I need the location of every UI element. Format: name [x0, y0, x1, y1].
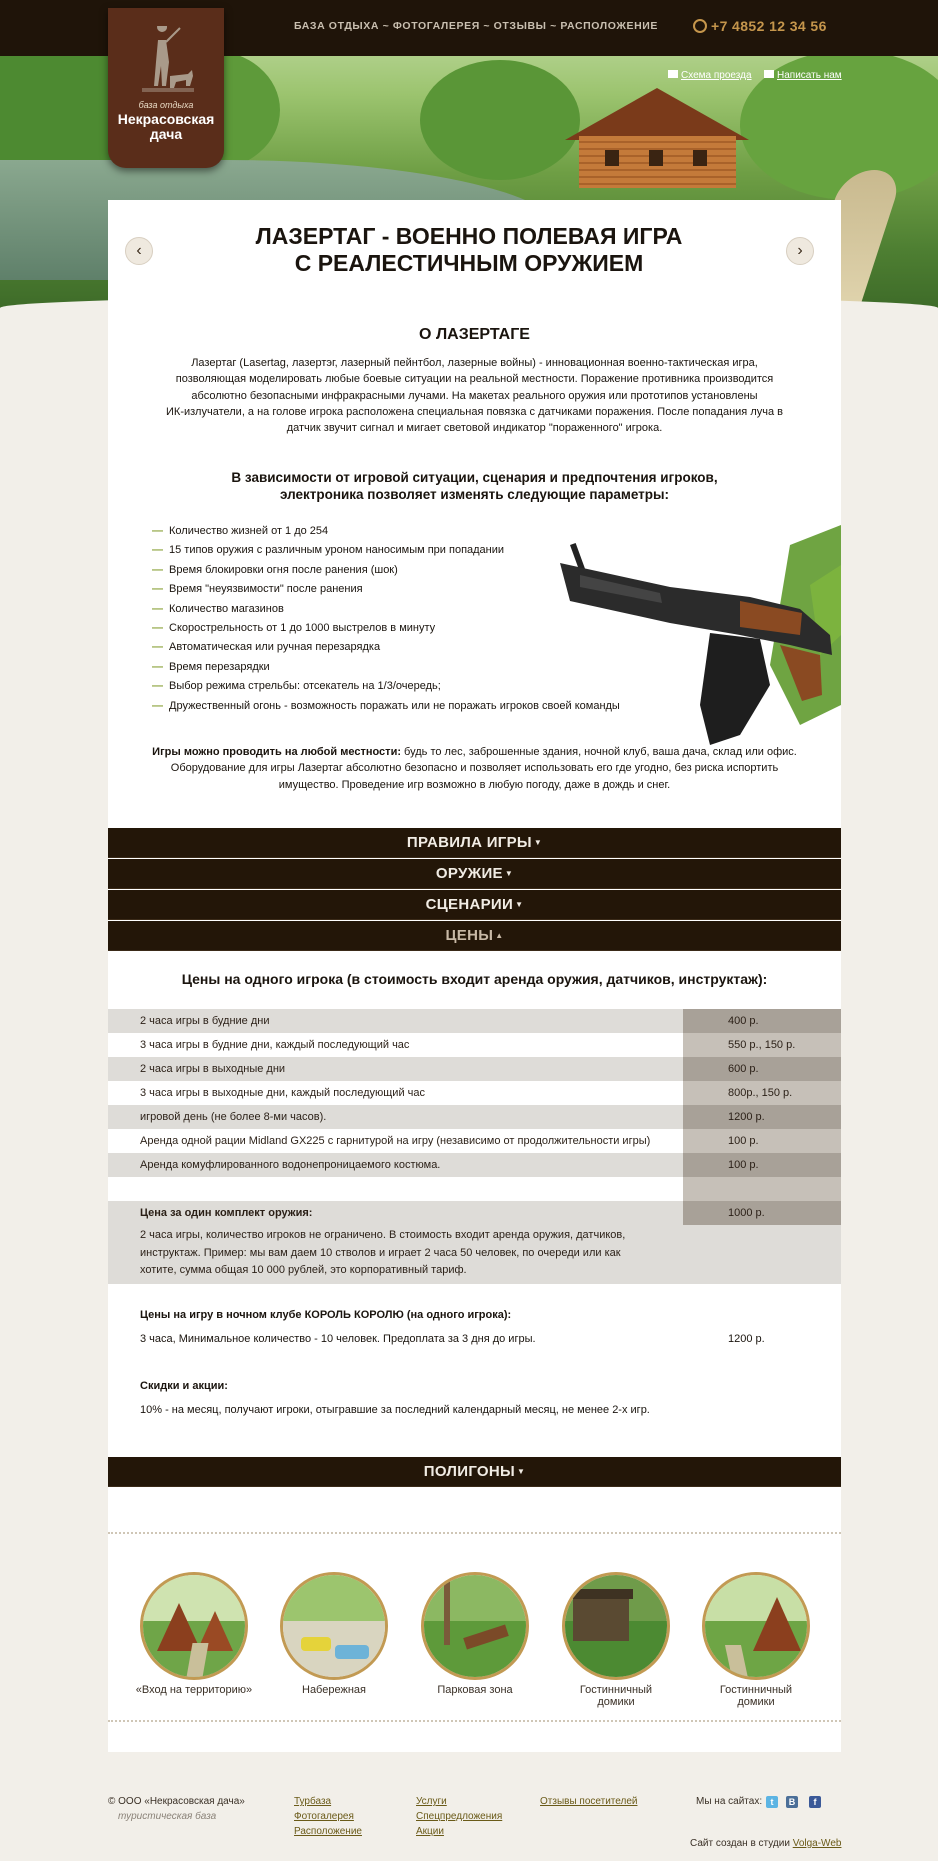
table-row [108, 1033, 841, 1057]
caption-line: домики [737, 1696, 775, 1708]
gallery-thumb[interactable] [562, 1572, 670, 1680]
accordion-label: ЦЕНЫ [445, 927, 494, 944]
price-label: 3 часа игры в выходные дни, каждый последующий час [140, 1087, 425, 1099]
caret-down-icon: ▼ [504, 869, 514, 878]
main-nav [294, 20, 658, 32]
kit-label: Цена за один комплект оружия: [140, 1207, 313, 1219]
accordion-scenarios[interactable] [108, 890, 841, 920]
about-line: ИК-излучатели, а на голове игрока расположена специальная повязка с датчиками поражения. После попадания луча в [166, 405, 783, 418]
about-title: О ЛАЗЕРТАГЕ [419, 326, 530, 343]
params-title-line2: электроника позволяет изменять следующие параметры: [279, 487, 670, 502]
phone-icon [693, 19, 707, 33]
studio-link[interactable]: Volga-Web [792, 1838, 842, 1849]
about-text [108, 355, 841, 436]
kit-value: 1000 р. [683, 1201, 841, 1225]
write-link[interactable] [764, 70, 842, 81]
place-bold: Игры можно проводить на любой местности: [152, 746, 401, 758]
table-row [108, 1105, 841, 1129]
accordion-prices[interactable] [108, 921, 841, 951]
caret-down-icon: ▼ [533, 838, 543, 847]
accordion-rules[interactable] [108, 828, 841, 858]
gallery-thumb[interactable] [421, 1572, 529, 1680]
price-label: 2 часа игры в будние дни [140, 1015, 270, 1027]
gallery-caption [686, 1684, 826, 1708]
list-item: — Время блокировки огня после ранения (шок) [152, 561, 620, 580]
kit-desc-line: инструктаж. Пример: мы вам даем 10 стволов и играет 2 часа 50 человек, по очереди или как [140, 1246, 621, 1259]
accordion-polygons[interactable] [108, 1457, 841, 1487]
mail-icon [764, 70, 774, 78]
gallery-caption [124, 1684, 264, 1696]
accordion-label: ПРАВИЛА ИГРЫ [406, 834, 532, 851]
kit-desc-line: 2 часа игры, количество игроков не ограничено. В стоимость входит аренда оружия, датчиков, [140, 1229, 626, 1241]
accordion-label: ОРУЖИЕ [435, 865, 503, 882]
list-item: — Время "неуязвимости" после ранения [152, 580, 620, 599]
club-price: 1200 р. [728, 1333, 765, 1345]
list-item: — Дружественный огонь - возможность поражать или не поражать игроков своей команды [152, 697, 620, 716]
next-arrow-button[interactable]: › [786, 237, 814, 265]
about-line: Лазертаг (Lasertag, лазертэг, лазерный пейнтбол, лазерные войны) - инновационная военно-тактическая игра, [191, 357, 758, 369]
logo-title [108, 112, 224, 142]
caret-down-icon: ▼ [517, 1467, 526, 1476]
made-by [690, 1838, 841, 1849]
twitter-icon[interactable]: t [766, 1796, 778, 1808]
prices-title: Цены на одного игрока (в стоимость входит аренда оружия, датчиков, инструктаж): [181, 971, 768, 987]
caption-line: Гостинничный [579, 1684, 653, 1696]
list-item: — Количество магазинов [152, 600, 620, 619]
table-row [108, 1081, 841, 1105]
list-item: — Выбор режима стрельбы: отсекатель на 1/3/очередь; [152, 677, 620, 696]
facebook-icon[interactable]: f [809, 1796, 821, 1808]
tree-shape [420, 60, 580, 180]
caption-line: «Вход на территорию» [135, 1684, 253, 1696]
club-title: Цены на игру в ночном клубе КОРОЛЬ КОРОЛЮ (на одного игрока): [140, 1309, 512, 1321]
caption-line: Гостинничный [719, 1684, 793, 1696]
nav-item-base[interactable]: БАЗА ОТДЫХА [294, 20, 380, 32]
price-label: 3 часа игры в будние дни, каждый последующий час [140, 1039, 410, 1051]
price-label: 2 часа игры в выходные дни [140, 1063, 286, 1075]
discount-text: 10% - на месяц, получают игроки, отыгравшие за последний календарный месяц, не менее 2-х игр. [140, 1404, 650, 1416]
footer-link-services[interactable]: Услуги [416, 1796, 447, 1807]
write-link-label: Написать нам [777, 70, 842, 81]
list-item: — Время перезарядки [152, 658, 620, 677]
place-text [108, 744, 841, 793]
price-label: Аренда одной рации Midland GX225 с гарнитурой на игру (независимо от продолжительности игры) [140, 1135, 651, 1147]
price-value: 800р., 150 р. [683, 1081, 841, 1105]
gallery-thumb[interactable] [140, 1572, 248, 1680]
place-line3: имущество. Проведение игр возможно в любую погоду, даже в дождь и снег. [278, 778, 671, 791]
nav-separator: ~ [382, 20, 390, 32]
made-by-label: Сайт создан в студии [690, 1838, 790, 1849]
price-label: Аренда комуфлированного водонепроницаемого костюма. [140, 1159, 441, 1171]
caret-up-icon: ▲ [495, 931, 504, 940]
list-item: — Автоматическая или ручная перезарядка [152, 638, 620, 657]
footer-link-gallery[interactable]: Фотогалерея [294, 1811, 354, 1822]
map-link[interactable] [668, 70, 752, 81]
gallery-caption [264, 1684, 404, 1696]
map-link-label: Схема проезда [681, 70, 752, 81]
table-row [108, 1129, 841, 1153]
about-line: датчик звучит сигнал и мигает световой индикатор "пораженного" игрока. [286, 422, 663, 435]
hunter-icon [136, 26, 196, 98]
log-house [565, 88, 750, 184]
price-value: 100 р. [683, 1153, 841, 1177]
vk-icon[interactable]: В [786, 1796, 798, 1808]
about-line: абсолютно безопасными инфракрасными лучами. На макетах реального оружия или прототипов установлены [191, 389, 758, 402]
price-value-empty [683, 1177, 841, 1201]
rifle-image [540, 505, 841, 749]
params-title-line1: В зависимости от игровой ситуации, сценария и предпочтения игроков, [231, 470, 718, 485]
page-title-line2: С РЕАЛЕСТИЧНЫМ ОРУЖИЕМ [294, 250, 644, 276]
nav-separator: ~ [550, 20, 557, 32]
logo-tagline: база отдыха [138, 100, 194, 110]
footer-link-promos[interactable]: Акции [416, 1826, 444, 1837]
phone-number[interactable] [693, 18, 827, 34]
page-title [0, 223, 938, 277]
caption-line: Парковая зона [437, 1684, 513, 1696]
footer-link-offers[interactable]: Спецпредложения [416, 1811, 503, 1822]
kit-desc [140, 1227, 625, 1280]
social-label: Мы на сайтах: [696, 1796, 763, 1807]
about-line: позволяющая моделировать любые боевые ситуации на реальной местности. Поражение противника производится [175, 373, 774, 386]
nav-item-reviews[interactable]: ОТЗЫВЫ [493, 20, 547, 32]
kit-desc-line: хотите, сумма общая 10 000 рублей, это корпоративный тариф. [140, 1264, 467, 1276]
divider [108, 1532, 841, 1536]
nav-item-location[interactable]: РАСПОЛОЖЕНИЕ [560, 20, 659, 32]
logo-title-line2: дача [149, 126, 183, 142]
price-value: 400 р. [683, 1009, 841, 1033]
place-line1: будь то лес, заброшенные здания, ночной клуб, ваша дача, склад или офис. [401, 746, 797, 758]
price-value: 550 р., 150 р. [683, 1033, 841, 1057]
footer-tagline: туристическая база [118, 1811, 217, 1822]
caption-line: домики [597, 1696, 635, 1708]
caption-line: Набережная [302, 1684, 366, 1696]
price-value: 600 р. [683, 1057, 841, 1081]
place-line2: Оборудование для игры Лазертаг абсолютно безопасно и позволяет использовать его где угодно, без риска испортить [170, 762, 779, 775]
footer-link-turbaza[interactable]: Турбаза [294, 1796, 332, 1807]
accordion-label: ПОЛИГОНЫ [423, 1463, 516, 1480]
logo-title-line1: Некрасовская [117, 111, 215, 127]
footer-link-location[interactable]: Расположение [294, 1826, 362, 1837]
price-value: 100 р. [683, 1129, 841, 1153]
gallery-thumb[interactable] [280, 1572, 388, 1680]
copyright: © ООО «Некрасовская дача» [108, 1796, 245, 1807]
table-row [108, 1153, 841, 1177]
table-row [108, 1009, 841, 1033]
site-logo[interactable] [108, 8, 224, 168]
phone-text: +7 4852 12 34 56 [711, 18, 827, 34]
table-row [108, 1057, 841, 1081]
nav-separator: ~ [483, 20, 491, 32]
table-row [108, 1201, 841, 1225]
gallery-thumb[interactable] [702, 1572, 810, 1680]
table-row-spacer [108, 1177, 841, 1201]
list-item: — Скорострельность от 1 до 1000 выстрелов в минуту [152, 619, 620, 638]
price-value: 1200 р. [683, 1105, 841, 1129]
accordion-label: СЦЕНАРИИ [425, 896, 514, 913]
divider [108, 1720, 841, 1724]
gallery-caption [546, 1684, 686, 1708]
club-text: 3 часа, Минимальное количество - 10 человек. Предоплата за 3 дня до игры. [140, 1333, 536, 1345]
caret-down-icon: ▼ [515, 900, 524, 909]
kit-desc-row [108, 1225, 841, 1284]
page-title-line1: ЛАЗЕРТАГ - ВОЕННО ПОЛЕВАЯ ИГРА [255, 223, 683, 249]
map-icon [668, 70, 678, 78]
list-item: — 15 типов оружия с различным уроном наносимым при попадании [152, 541, 620, 560]
discount-title: Скидки и акции: [140, 1380, 228, 1392]
prev-arrow-button[interactable]: ‹ [125, 237, 153, 265]
nav-item-gallery[interactable]: ФОТОГАЛЕРЕЯ [392, 20, 480, 32]
list-item: — Количество жизней от 1 до 254 [152, 522, 620, 541]
params-title [108, 469, 841, 503]
price-label: игровой день (не более 8-ми часов). [140, 1111, 327, 1123]
accordion-weapons[interactable] [108, 859, 841, 889]
footer-link-reviews[interactable]: Отзывы посетителей [540, 1796, 638, 1807]
gallery-caption [405, 1684, 545, 1696]
